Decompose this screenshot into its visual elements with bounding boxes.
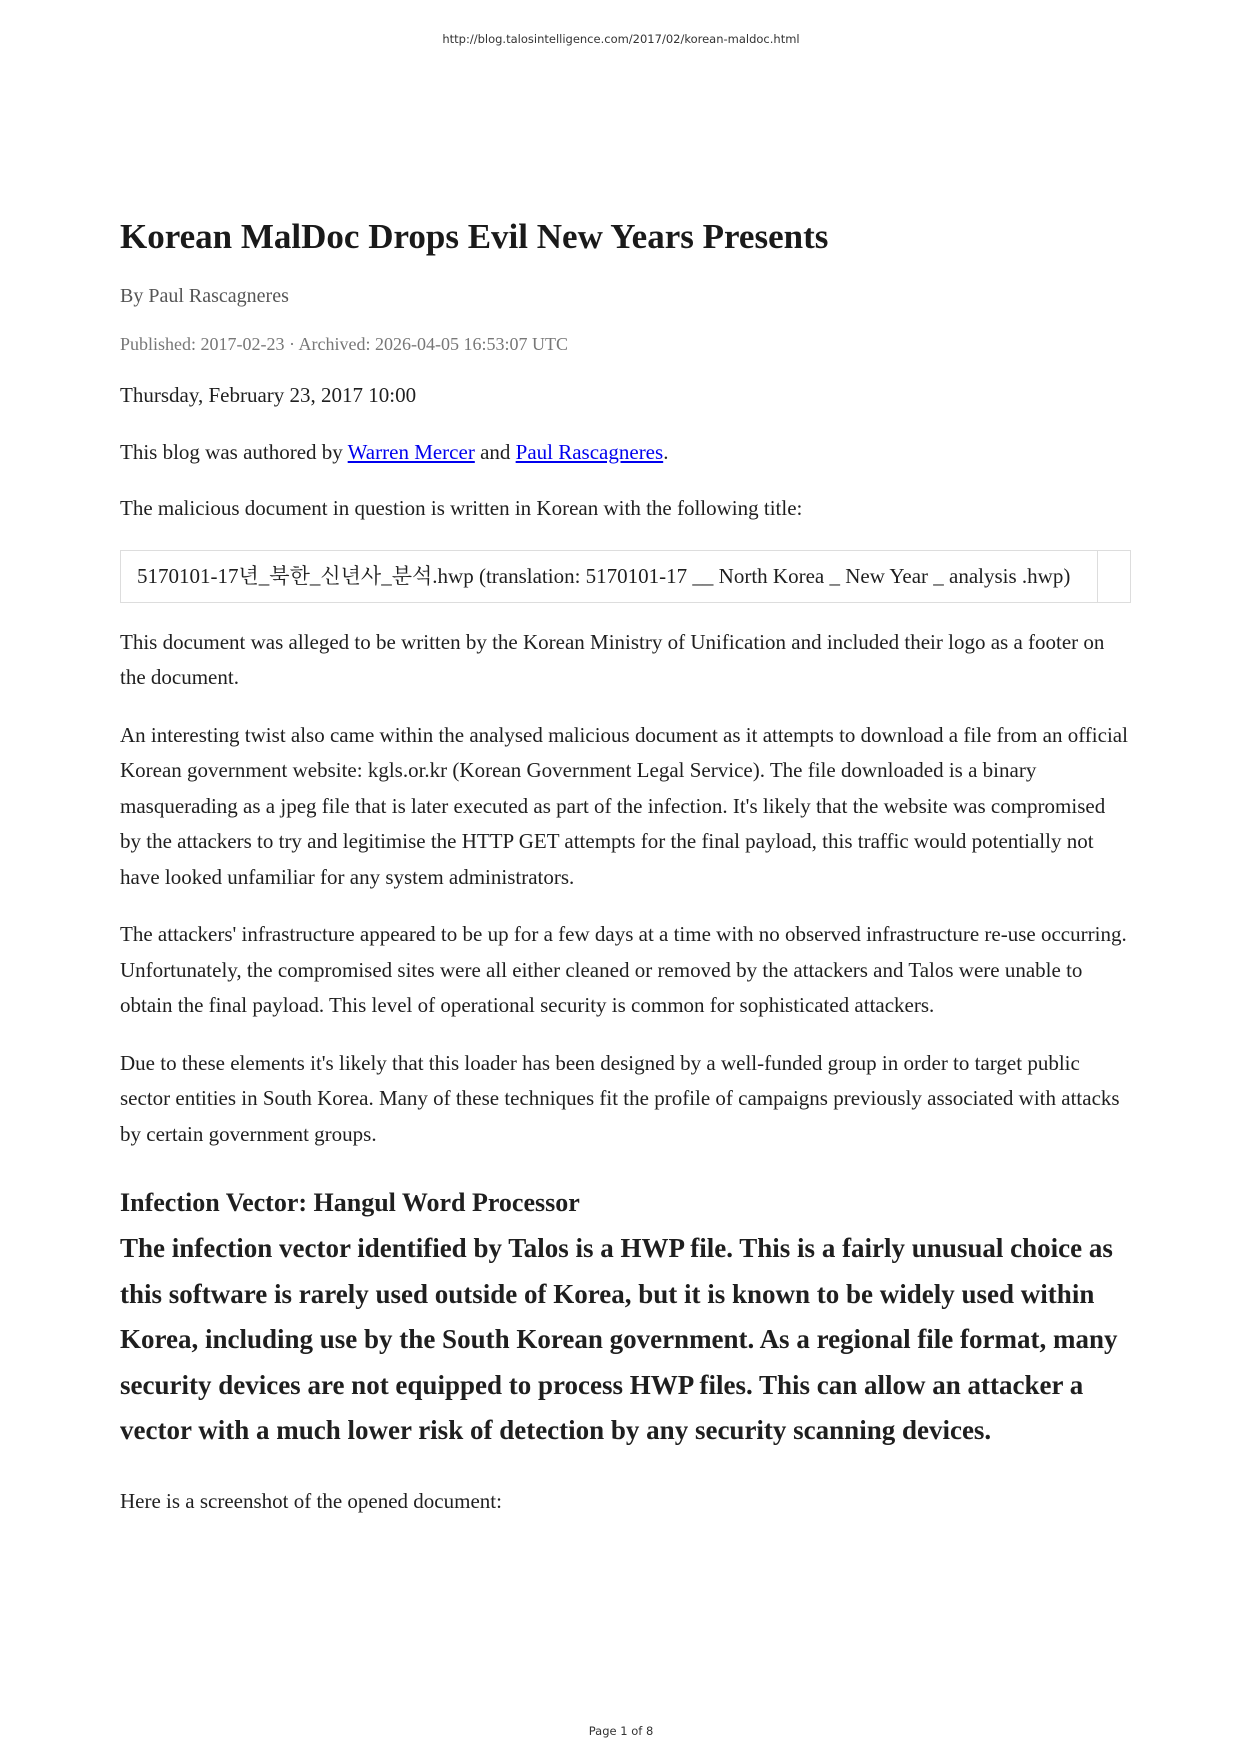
author-link-paul-rascagneres[interactable]: Paul Rascagneres (515, 439, 664, 464)
authored-middle: and (474, 439, 516, 464)
page-number: Page 1 of 8 (588, 1724, 654, 1738)
document-title-cell: 5170101-17년_북한_신년사_분석.hwp (translation: 5170101-17 __ North Korea _ New Year _ analysis .hwp) (121, 550, 1098, 602)
published-info: Published: 2017-02-23 · Archived: 2026-04-05 16:53:07 UTC (120, 334, 568, 354)
authored-prefix: This blog was authored by (120, 439, 348, 464)
document-title-table (120, 550, 1131, 603)
dateline: Thursday, February 23, 2017 10:00 (120, 383, 417, 407)
author-link-warren-mercer[interactable]: Warren Mercer (347, 439, 475, 464)
article-content (120, 212, 1130, 1519)
screenshot-intro: Here is a screenshot of the opened document: (120, 1488, 502, 1513)
byline: By Paul Rascagneres (120, 285, 289, 307)
intro-paragraph: The malicious document in question is written in Korean with the following title: (120, 496, 803, 520)
page-url: http://blog.talosintelligence.com/2017/02/korean-maldoc.html (442, 32, 800, 46)
section-heading-infection-vector: Infection Vector: Hangul Word Processor (120, 1188, 580, 1217)
paragraph-infrastructure: The attackers' infrastructure appeared to be up for a few days at a time with no observed infrastructure re-use occurring. Unfortunately, the compromised sites were all either cleaned or removed by the attackers and Talos were unable to obtain the final payload. This level of operational security is common for sophisticated attackers. (120, 922, 1127, 1017)
paragraph-attribution: Due to these elements it's likely that this loader has been designed by a well-funded group in order to target public sector entities in South Korea. Many of these techniques fit the profile of campaigns previously associated with attacks by certain government groups. (120, 1050, 1120, 1146)
paragraph-ministry: This document was alleged to be written by the Korean Ministry of Unification and included their logo as a footer on the document. (120, 629, 1105, 689)
paragraph-download: An interesting twist also came within the analysed malicious document as it attempts to download a file from an official Korean government website: kgls.or.kr (Korean Government Legal Service). The file downloaded is a binary masquerading as a jpeg file that is later executed as part of the infection. It's likely that the website was compromised by the attackers to try and legitimise the HTTP GET attempts for the final payload, this traffic would potentially not have looked unfamiliar for any system administrators. (120, 722, 1128, 889)
article-title: Korean MalDoc Drops Evil New Years Presents (120, 217, 829, 256)
authored-line (120, 435, 1130, 471)
infection-vector-text: The infection vector identified by Talos is a HWP file. This is a fairly unusual choice as this software is rarely used outside of Korea, but it is known to be widely used within Korea, including use by the South Korean government. As a regional file format, many security devices are not equipped to process HWP files. This can allow an attacker a vector with a much lower risk of detection by any security scanning devices. (120, 1233, 1118, 1445)
table-row (121, 550, 1131, 602)
authored-suffix: . (663, 439, 669, 464)
empty-cell (1098, 550, 1131, 602)
